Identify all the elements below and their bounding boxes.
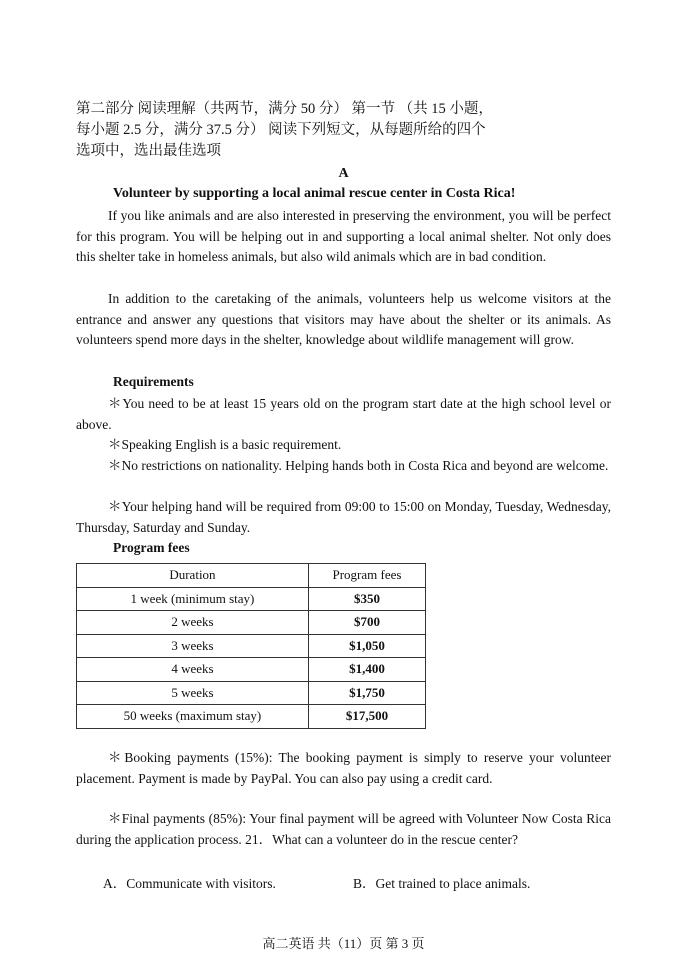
requirements-heading: Requirements bbox=[113, 374, 194, 389]
section-instructions: 第二部分 阅读理解（共两节，满分 50 分） 第一节 （共 15 小题，每小题 2.5 分，满分 37.5 分） 阅读下列短文，从每题所给的四个选项中，选出最佳选项 bbox=[76, 101, 493, 159]
answer-options bbox=[103, 872, 531, 892]
column-header-duration: Duration bbox=[77, 564, 309, 588]
program-fees-heading: Program fees bbox=[113, 540, 190, 555]
duration-cell: 50 weeks (maximum stay) bbox=[77, 705, 309, 729]
fee-cell: $700 bbox=[308, 611, 425, 635]
table-row bbox=[77, 681, 426, 705]
fee-cell: $1,050 bbox=[308, 634, 425, 658]
requirement-4: ＊Your helping hand will be required from 09:00 to 15:00 on Monday, Tuesday, Wednesday, Thursday, Saturday and Sunday. bbox=[76, 499, 611, 535]
payment-note-booking: ＊Booking payments (15%): The booking payment is simply to reserve your volunteer placement. Payment is made by PayPal. You can also pay using a credit card. bbox=[76, 750, 611, 786]
duration-cell: 4 weeks bbox=[77, 658, 309, 682]
requirement-2: ＊Speaking English is a basic requirement. bbox=[108, 437, 342, 452]
table-row bbox=[77, 634, 426, 658]
page-footer: 高二英语 共（11）页 第 3 页 bbox=[262, 936, 425, 951]
table-row bbox=[77, 658, 426, 682]
duration-cell: 5 weeks bbox=[77, 681, 309, 705]
fee-cell: $1,400 bbox=[308, 658, 425, 682]
program-fees-table bbox=[76, 563, 426, 729]
fee-cell: $17,500 bbox=[308, 705, 425, 729]
fee-cell: $350 bbox=[308, 587, 425, 611]
duration-cell: 3 weeks bbox=[77, 634, 309, 658]
table-header-row bbox=[77, 564, 426, 588]
table-row bbox=[77, 705, 426, 729]
paragraph-2: In addition to the caretaking of the animals, volunteers help us welcome visitors at the entrance and answer any questions that visitors may have about the shelter or its animals. As volunteers spend more days in the shelter, knowledge about wildlife management will grow. bbox=[76, 291, 611, 348]
option-a[interactable]: A．Communicate with visitors. bbox=[103, 876, 276, 891]
column-header-fees: Program fees bbox=[308, 564, 425, 588]
requirement-1: ＊You need to be at least 15 years old on the program start date at the high school level or above. bbox=[76, 396, 611, 432]
duration-cell: 1 week (minimum stay) bbox=[77, 587, 309, 611]
table-row bbox=[77, 587, 426, 611]
fee-cell: $1,750 bbox=[308, 681, 425, 705]
option-b[interactable]: B．Get trained to place animals. bbox=[353, 876, 531, 891]
table-row bbox=[77, 611, 426, 635]
paragraph-1: If you like animals and are also interested in preserving the environment, you will be perfect for this program. You will be helping out in and supporting a local animal shelter. Not only does this shelter take in homeless animals, but also wild animals which are in bad condition. bbox=[76, 208, 611, 265]
payment-note-final: ＊Final payments (85%): Your final payment will be agreed with Volunteer Now Costa Rica during the application process. 21．What can a volunteer do in the rescue center? bbox=[76, 811, 611, 847]
duration-cell: 2 weeks bbox=[77, 611, 309, 635]
requirement-3: ＊No restrictions on nationality. Helping hands both in Costa Rica and beyond are welcome. bbox=[108, 458, 609, 473]
passage-letter: A bbox=[338, 166, 349, 181]
passage-title: Volunteer by supporting a local animal rescue center in Costa Rica! bbox=[113, 186, 516, 201]
